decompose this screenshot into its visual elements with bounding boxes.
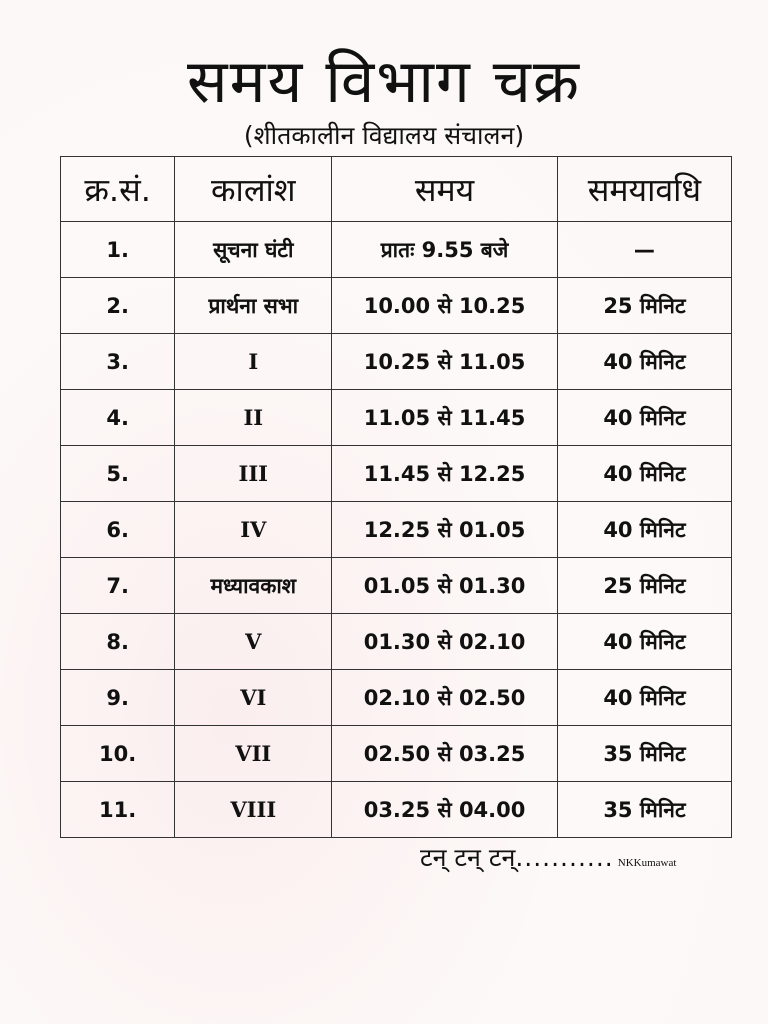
cell-time: 01.05 से 01.30 xyxy=(332,558,558,614)
cell-serial: 3. xyxy=(61,334,175,390)
footer-bell-note xyxy=(420,840,676,874)
cell-period: V xyxy=(175,614,332,670)
page-subtitle: (शीतकालीन विद्यालय संचालन) xyxy=(243,121,525,150)
cell-time: 11.45 से 12.25 xyxy=(332,446,558,502)
cell-serial: 6. xyxy=(61,502,175,558)
cell-time: 11.05 से 11.45 xyxy=(332,390,558,446)
cell-duration: 40 मिनिट xyxy=(557,670,731,726)
cell-serial: 5. xyxy=(61,446,175,502)
cell-serial: 7. xyxy=(61,558,175,614)
page-title: समय विभाग चक्र xyxy=(187,47,581,117)
table-row xyxy=(61,614,732,670)
cell-duration: 25 मिनिट xyxy=(557,278,731,334)
cell-serial: 9. xyxy=(61,670,175,726)
cell-time: 02.10 से 02.50 xyxy=(332,670,558,726)
cell-period: सूचना घंटी xyxy=(175,222,332,278)
header-time: समय xyxy=(332,157,558,222)
cell-duration: 40 मिनिट xyxy=(557,390,731,446)
cell-time: प्रातः 9.55 बजे xyxy=(332,222,558,278)
table-row xyxy=(61,558,732,614)
cell-period: VIII xyxy=(175,782,332,838)
cell-time: 10.25 से 11.05 xyxy=(332,334,558,390)
table-row xyxy=(61,334,732,390)
cell-serial: 2. xyxy=(61,278,175,334)
cell-period: VII xyxy=(175,726,332,782)
table-row xyxy=(61,446,732,502)
table-row xyxy=(61,670,732,726)
cell-duration: 35 मिनिट xyxy=(557,782,731,838)
timetable xyxy=(60,156,732,838)
header-serial: क्र.सं. xyxy=(61,157,175,222)
cell-duration: 40 मिनिट xyxy=(557,614,731,670)
cell-duration: 40 मिनिट xyxy=(557,502,731,558)
cell-time: 12.25 से 01.05 xyxy=(332,502,558,558)
cell-period: प्रार्थना सभा xyxy=(175,278,332,334)
cell-duration: — xyxy=(557,222,731,278)
cell-time: 10.00 से 10.25 xyxy=(332,278,558,334)
cell-serial: 11. xyxy=(61,782,175,838)
footer-text: टन् टन् टन् xyxy=(420,843,516,872)
cell-time: 02.50 से 03.25 xyxy=(332,726,558,782)
header-duration: समयावधि xyxy=(557,157,731,222)
cell-serial: 1. xyxy=(61,222,175,278)
header-period: कालांश xyxy=(175,157,332,222)
table-row xyxy=(61,390,732,446)
cell-duration: 35 मिनिट xyxy=(557,726,731,782)
footer-dots: ........... xyxy=(515,843,614,872)
table-row xyxy=(61,222,732,278)
table-row xyxy=(61,502,732,558)
cell-duration: 25 मिनिट xyxy=(557,558,731,614)
cell-time: 03.25 से 04.00 xyxy=(332,782,558,838)
cell-period: IV xyxy=(175,502,332,558)
cell-serial: 8. xyxy=(61,614,175,670)
cell-period: I xyxy=(175,334,332,390)
cell-period: II xyxy=(175,390,332,446)
cell-period: VI xyxy=(175,670,332,726)
table-row xyxy=(61,278,732,334)
cell-serial: 10. xyxy=(61,726,175,782)
cell-time: 01.30 से 02.10 xyxy=(332,614,558,670)
cell-period: III xyxy=(175,446,332,502)
cell-duration: 40 मिनिट xyxy=(557,446,731,502)
table-row xyxy=(61,726,732,782)
cell-serial: 4. xyxy=(61,390,175,446)
cell-duration: 40 मिनिट xyxy=(557,334,731,390)
table-header-row xyxy=(61,157,732,222)
footer-author: NKKumawat xyxy=(617,857,677,869)
cell-period: मध्यावकाश xyxy=(175,558,332,614)
table-row xyxy=(61,782,732,838)
